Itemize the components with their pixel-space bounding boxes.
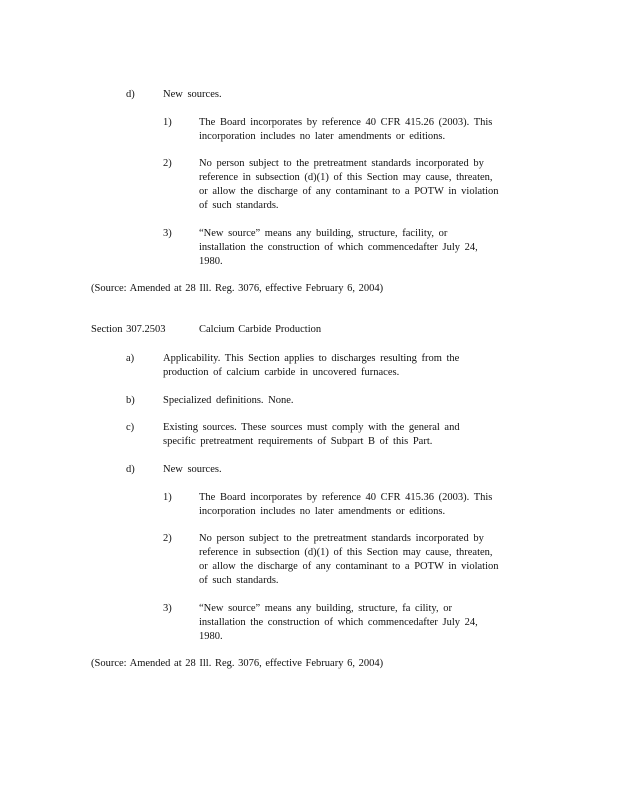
- item-3-line: 1980.: [199, 631, 223, 642]
- item-3-line: installation the construction of which commencedafter July 24,: [199, 617, 478, 628]
- item-2-line: reference in subsection (d)(1) of this Section may cause, threaten,: [199, 547, 493, 558]
- subsection-c-line: specific pretreatment requirements of Subpart B of this Part.: [163, 436, 433, 447]
- item-3-label: 3): [163, 228, 172, 239]
- item-2-line: of such standards.: [199, 575, 279, 586]
- item-1-text: [199, 116, 492, 144]
- item-3-text: [199, 227, 478, 269]
- item-3-text: [199, 602, 478, 644]
- subsection-c-text: [163, 421, 460, 449]
- item-3-line: 1980.: [199, 256, 223, 267]
- subsection-c-label: c): [126, 422, 135, 433]
- item-2-text: [199, 532, 499, 588]
- subsection-d-label: d): [126, 464, 135, 475]
- item-2-text: [199, 157, 499, 213]
- subsection-a-line: production of calcium carbide in uncovered furnaces.: [163, 367, 400, 378]
- subsection-d-title: New sources.: [163, 89, 222, 100]
- subsection-a-line: Applicability. This Section applies to discharges resulting from the: [163, 353, 460, 364]
- subsection-a-text: [163, 352, 459, 380]
- item-2-line: No person subject to the pretreatment standards incorporated by: [199, 533, 484, 544]
- item-2-label: 2): [163, 158, 172, 169]
- item-3-line: installation the construction of which commencedafter July 24,: [199, 242, 478, 253]
- item-1-label: 1): [163, 492, 172, 503]
- item-2-label: 2): [163, 533, 172, 544]
- item-3-line: “New source” means any building, structure, fa cility, or: [199, 603, 452, 614]
- section-title: Calcium Carbide Production: [199, 324, 322, 335]
- item-2-line: reference in subsection (d)(1) of this Section may cause, threaten,: [199, 172, 493, 183]
- item-1-line: incorporation includes no later amendments or editions.: [199, 131, 446, 142]
- item-1-line: The Board incorporates by reference 40 CFR 415.26 (2003). This: [199, 117, 493, 128]
- subsection-b-label: b): [126, 395, 135, 406]
- item-2-line: of such standards.: [199, 200, 279, 211]
- subsection-b-text: [163, 394, 294, 408]
- item-2-line: or allow the discharge of any contaminant to a POTW in violation: [199, 561, 499, 572]
- item-1-line: incorporation includes no later amendments or editions.: [199, 506, 446, 517]
- subsection-d-label: d): [126, 89, 135, 100]
- source-note: (Source: Amended at 28 Ill. Reg. 3076, effective February 6, 2004): [91, 283, 384, 294]
- item-3-label: 3): [163, 603, 172, 614]
- item-1-text: [199, 491, 492, 519]
- item-2-line: or allow the discharge of any contaminant to a POTW in violation: [199, 186, 499, 197]
- subsection-c-line: Existing sources. These sources must comply with the general and: [163, 422, 460, 433]
- item-2-line: No person subject to the pretreatment standards incorporated by: [199, 158, 484, 169]
- item-3-line: “New source” means any building, structure, facility, or: [199, 228, 448, 239]
- source-note: (Source: Amended at 28 Ill. Reg. 3076, effective February 6, 2004): [91, 658, 384, 669]
- section-number: Section 307.2503: [91, 324, 166, 335]
- item-1-line: The Board incorporates by reference 40 CFR 415.36 (2003). This: [199, 492, 493, 503]
- item-1-label: 1): [163, 117, 172, 128]
- subsection-d-title: New sources.: [163, 464, 222, 475]
- subsection-b-line: Specialized definitions. None.: [163, 395, 294, 406]
- subsection-a-label: a): [126, 353, 135, 364]
